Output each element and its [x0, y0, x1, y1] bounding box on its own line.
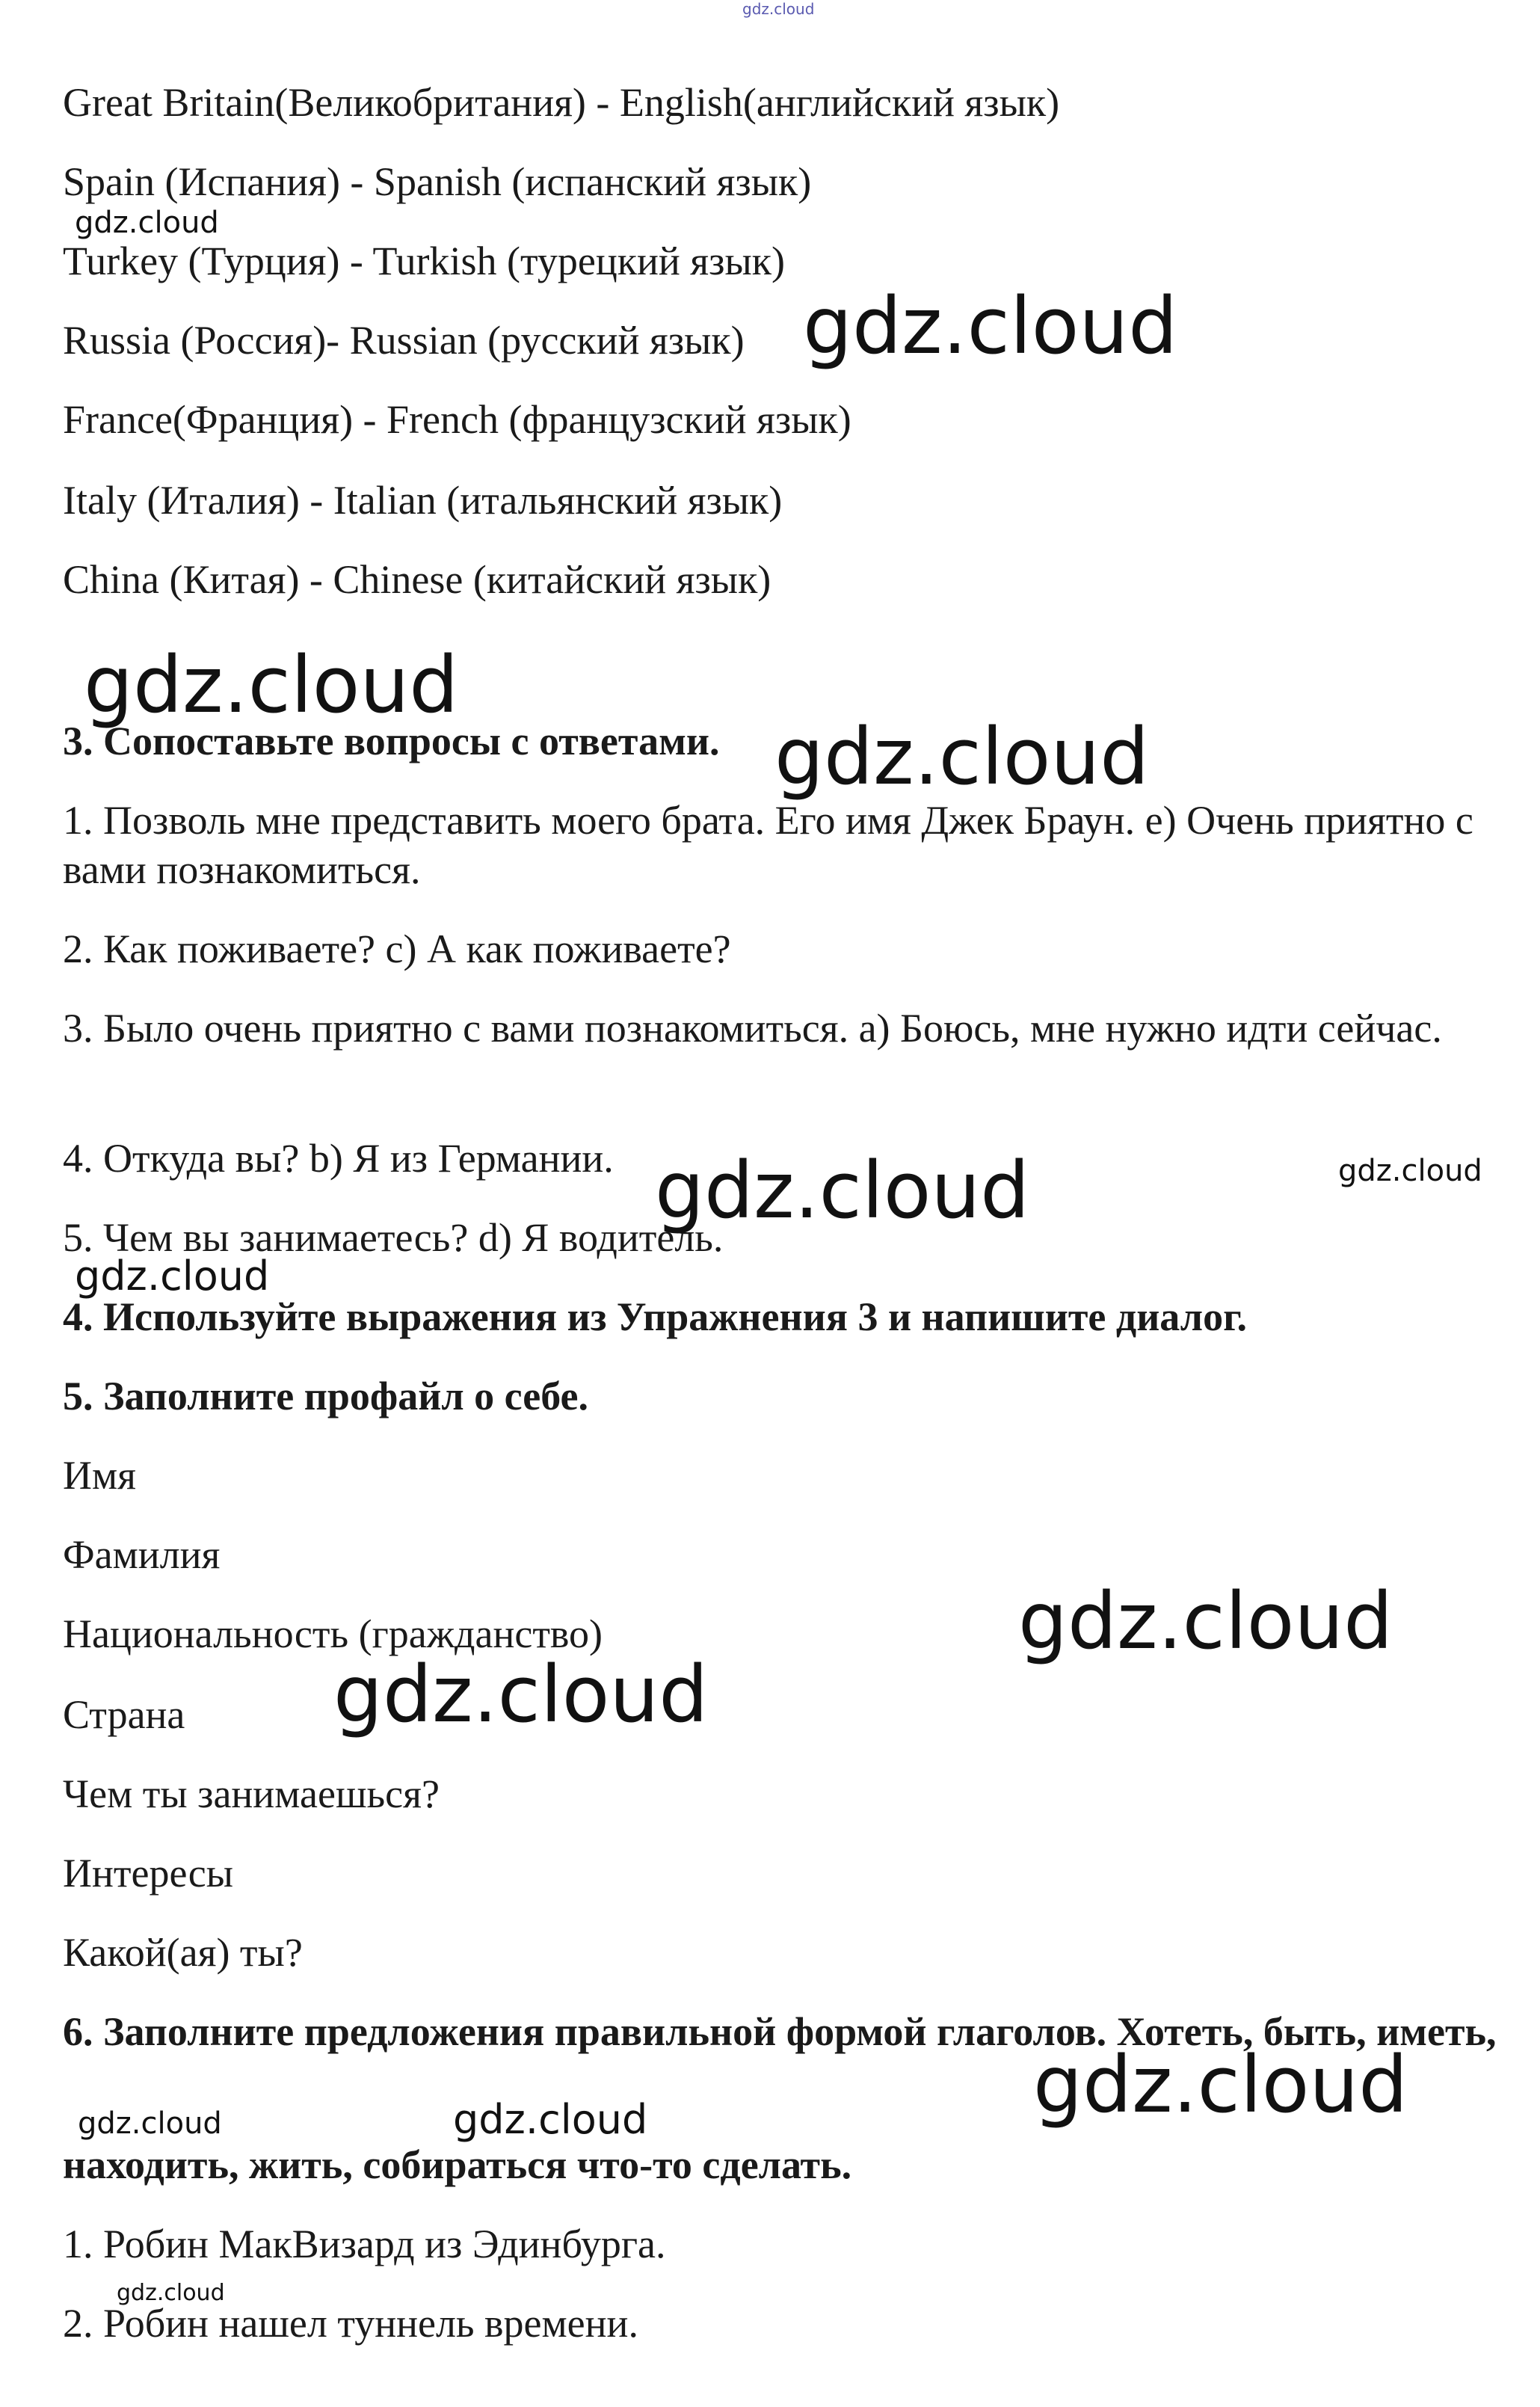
- watermark: gdz.cloud: [84, 639, 459, 731]
- watermark: gdz.cloud: [75, 206, 219, 240]
- exercise-3-item: 1. Позволь мне представить моего брата. Его имя Джек Браун. e) Очень приятно с вами познакомиться.: [63, 798, 1473, 892]
- watermark: gdz.cloud: [655, 1145, 1030, 1236]
- exercise-4-heading: 4. Используйте выражения из Упражнения 3 и напишите диалог.: [63, 1294, 1248, 1339]
- watermark: gdz.cloud: [1033, 2039, 1408, 2130]
- profile-field: Фамилия: [63, 1532, 221, 1577]
- profile-field: Страна: [63, 1692, 185, 1737]
- language-line: Great Britain(Великобритания) - English(английский язык): [63, 80, 1060, 125]
- exercise-6-heading-continued: находить, жить, собираться что-то сделать.: [63, 2142, 852, 2187]
- watermark: gdz.cloud: [333, 1649, 709, 1740]
- language-line: China (Китая) - Chinese (китайский язык): [63, 557, 771, 602]
- watermark: gdz.cloud: [453, 2096, 648, 2143]
- exercise-3-item: 3. Было очень приятно с вами познакомиться. a) Боюсь, мне нужно идти сейчас.: [63, 1006, 1442, 1051]
- exercise-6-item: 2. Робин нашел туннель времени.: [63, 2301, 638, 2346]
- watermark: gdz.cloud: [774, 711, 1150, 802]
- exercise-3-item: 5. Чем вы занимаетесь? d) Я водитель.: [63, 1215, 724, 1260]
- language-line: Spain (Испания) - Spanish (испанский язык): [63, 159, 812, 204]
- watermark: gdz.cloud: [803, 280, 1178, 372]
- profile-field: Имя: [63, 1453, 137, 1498]
- exercise-5-heading: 5. Заполните профайл о себе.: [63, 1374, 588, 1418]
- watermark: gdz.cloud: [1338, 1154, 1482, 1188]
- exercise-6-item: 1. Робин МакВизард из Эдинбурга.: [63, 2222, 666, 2266]
- language-line: Russia (Россия)- Russian (русский язык): [63, 318, 745, 363]
- watermark: gdz.cloud: [117, 2280, 225, 2306]
- exercise-3-item: 4. Откуда вы? b) Я из Германии.: [63, 1136, 614, 1181]
- watermark: gdz.cloud: [78, 2106, 222, 2141]
- profile-field: Какой(ая) ты?: [63, 1930, 303, 1975]
- language-line: Turkey (Турция) - Turkish (турецкий язык): [63, 239, 785, 283]
- profile-field: Чем ты занимаешься?: [63, 1771, 440, 1816]
- language-line: Italy (Италия) - Italian (итальянский язык): [63, 478, 783, 523]
- watermark: gdz.cloud: [75, 1252, 270, 1300]
- exercise-6-heading: 6. Заполните предложения правильной формой глаголов. Хотеть, быть, иметь,: [63, 2009, 1497, 2054]
- watermark: gdz.cloud: [1018, 1576, 1393, 1667]
- profile-field: Интересы: [63, 1851, 234, 1896]
- exercise-3-item: 2. Как поживаете? c) А как поживаете?: [63, 926, 731, 971]
- language-line: France(Франция) - French (французский язык): [63, 397, 851, 442]
- profile-field: Национальность (гражданство): [63, 1611, 603, 1656]
- header-watermark: gdz.cloud: [742, 0, 815, 18]
- exercise-3-heading: 3. Сопоставьте вопросы с ответами.: [63, 719, 720, 763]
